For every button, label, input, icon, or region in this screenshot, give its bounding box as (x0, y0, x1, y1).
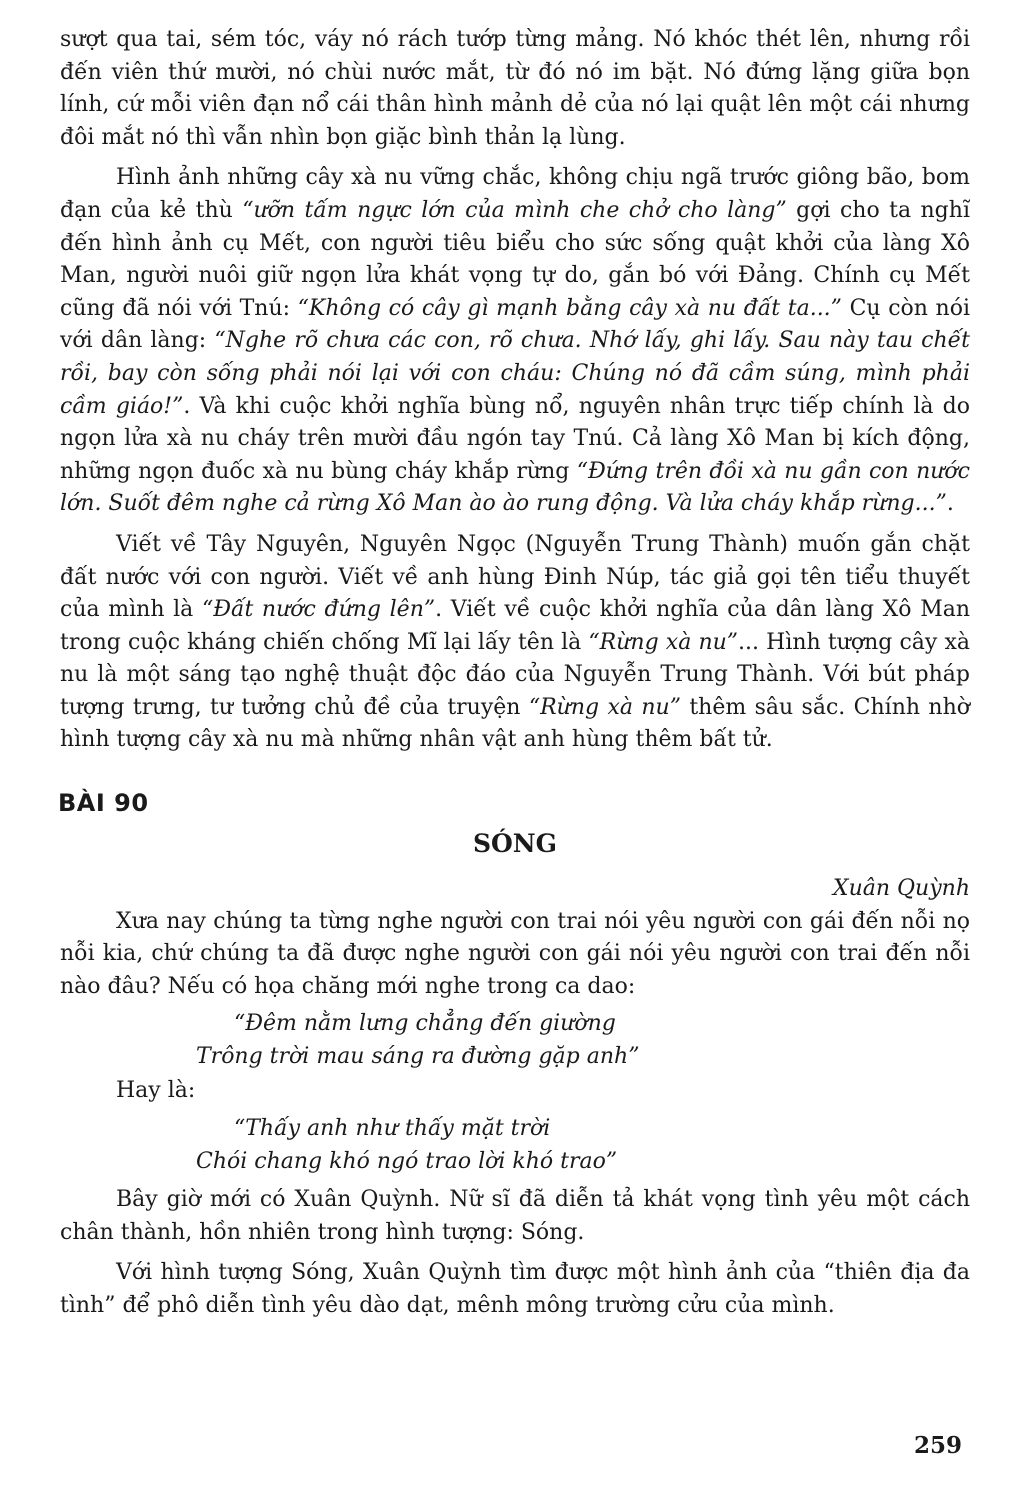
quote-italic: “Nghe rõ chưa các con, rõ chưa. Nhớ lấy, ghi lấy. Sau này tau chết rồi, bay còn sống phải nói lại với con cháu: Chúng nó đã cầm súng, mình phải cầm giáo!” (60, 328, 971, 419)
page-title: SÓNG (472, 829, 558, 859)
paragraph-hay-la: Hay là: (116, 1078, 196, 1104)
quote-italic: “Đất nước đứng lên” (201, 597, 436, 623)
text-run: Cụ còn nói với dân làng: (60, 295, 971, 354)
verse-line: “Đêm nằm lưng chẳng đến giường (234, 1011, 616, 1037)
paragraph-intro: Xưa nay chúng ta từng nghe người con trai nói yêu người con gái đến nỗi nọ nỗi kia, chứ chúng ta đã được nghe người con gái nói yêu người con trai đến nỗi nào đâu? Nếu có họa chăng mới nghe trong ca dao: (60, 908, 970, 999)
quote-italic: “ưỡn tấm ngực lớn của mình che chở cho làng” (242, 197, 787, 223)
verse-line: “Thấy anh như thấy mặt trời (234, 1116, 551, 1142)
text-run: Hình ảnh những cây xà nu vững chắc, không chịu ngã trước giông bão, bom đạn của kẻ thù (60, 165, 970, 223)
verse-quote-1 (60, 1007, 970, 1073)
verse-quote-2 (60, 1112, 970, 1178)
text-run: Viết về Tây Nguyên, Nguyên Ngọc (Nguyễn Trung Thành) muốn gắn chặt đất nước với con người. Viết về anh hùng Đinh Núp, tác giả gọi tên tiểu thuyết của mình là (60, 531, 970, 623)
paragraph-xa-nu-image (60, 162, 970, 521)
paragraph-tay-nguyen (60, 529, 970, 757)
text-run: ... Hình tượng cây xà nu là một sáng tạo nghệ thuật độc đáo của Nguyễn Trung Thành. Với bút pháp tượng trưng, tư tưởng chủ đề của truyện (60, 629, 970, 720)
paragraph-xuan-quynh: Bây giờ mới có Xuân Quỳnh. Nữ sĩ đã diễn tả khát vọng tình yêu một cách chân thành, hồn nhiên trong hình tượng: Sóng. (60, 1187, 970, 1245)
quote-italic: “Đứng trên đồi xà nu gần con nước lớn. Suốt đêm nghe cả rừng Xô Man ào ào rung động. Và lửa cháy khắp rừng...” (60, 458, 970, 517)
text-run: gợi cho ta nghĩ đến hình ảnh cụ Mết, con người tiêu biểu cho sức sống quật khởi của làng Xô Man, người nuôi giữ ngọn lửa khát vọng tự do, gắn bó với Đảng. Chính cụ Mết cũng đã nói với Tnú: (60, 197, 970, 321)
text-run: . Viết về cuộc khởi nghĩa của dân làng Xô Man trong cuộc kháng chiến chống Mĩ lại lấy tên là (60, 597, 971, 655)
verse-line: Chói chang khó ngó trao lời khó trao” (196, 1149, 618, 1175)
quote-italic: “Rừng xà nu” (528, 694, 681, 720)
verse-line: Trông trời mau sáng ra đường gặp anh” (196, 1044, 640, 1070)
paragraph-continuation: sượt qua tai, sém tóc, váy nó rách tướp từng mảng. Nó khóc thét lên, nhưng rồi đến viên thứ mười, nó chùi nước mắt, từ đó nó im bặt. Nó đứng lặng giữa bọn lính, cứ mỗi viên đạn nổ cái thân hình mảnh dẻ của nó lại quật lên một cái nhưng đôi mắt nó thì vẫn nhìn bọn giặc bình thản lạ lùng. (60, 27, 970, 150)
author-name: Xuân Quỳnh (832, 876, 970, 902)
quote-italic: “Không có cây gì mạnh bằng cây xà nu đất ta...” (297, 295, 842, 321)
page-number: 259 (913, 1432, 962, 1459)
quote-italic: “Rừng xà nu” (588, 629, 739, 655)
page-body (60, 24, 970, 1322)
lesson-heading: BÀI 90 (58, 789, 149, 818)
text-run: . Và khi cuộc khởi nghĩa bùng nổ, nguyên nhân trực tiếp chính là do ngọn lửa xà nu cháy trên mười đầu ngón tay Tnú. Cả làng Xô Man bị kích động, những ngọn đuốc xà nu bùng cháy khắp rừng (60, 393, 970, 484)
paragraph-song-image: Với hình tượng Sóng, Xuân Quỳnh tìm được một hình ảnh của “thiên địa đa tình” để phô diễn tình yêu dào dạt, mênh mông trường cửu của mình. (60, 1260, 970, 1318)
text-run: thêm sâu sắc. Chính nhờ hình tượng cây xà nu mà những nhân vật anh hùng thêm bất tử. (60, 694, 970, 753)
text-run: . (946, 491, 954, 517)
